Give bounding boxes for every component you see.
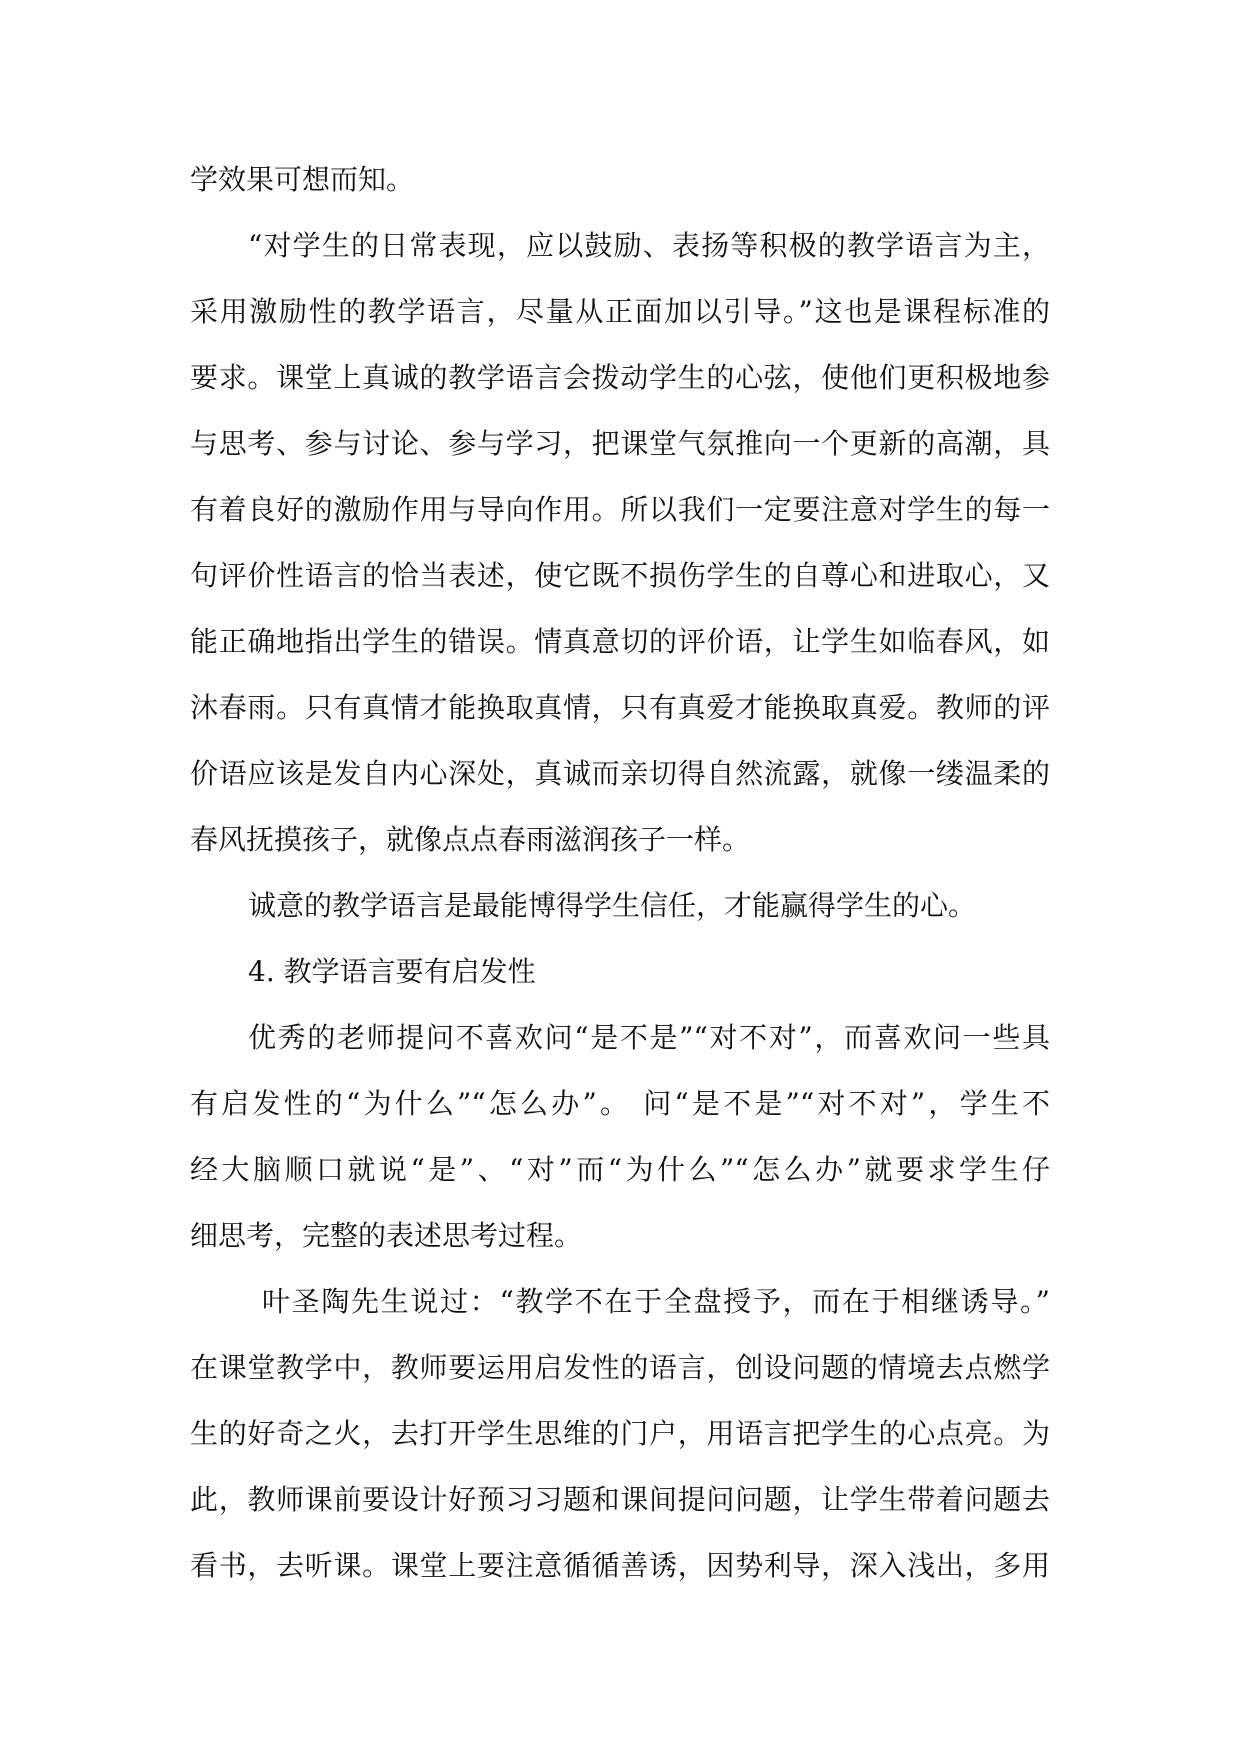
text-line: 细思考，完整的表述思考过程。	[190, 1219, 583, 1252]
text-line: 句评价性语言的恰当表述，使它既不损伤学生的自尊心和进取心，又	[190, 559, 1050, 592]
text-line: 价语应该是发自内心深处，真诚而亲切得自然流露，就像一缕温柔的	[190, 757, 1050, 790]
text-line: 沐春雨。只有真情才能换取真情，只有真爱才能换取真爱。教师的评	[190, 691, 1050, 724]
text-line: 要求。课堂上真诚的教学语言会拨动学生的心弦，使他们更积极地参	[190, 361, 1050, 394]
text-line: 春风抚摸孩子，就像点点春雨滋润孩子一样。	[190, 823, 751, 856]
text-line: 有启发性的“为什么”“怎么办”。 问“是不是”“对不对”，学生不	[190, 1087, 1050, 1120]
text-line: 优秀的老师提问不喜欢问“是不是”“对不对”，而喜欢问一些具	[248, 1021, 1050, 1054]
text-line: 看书，去听课。课堂上要注意循循善诱，因势利导，深入浅出，多用	[190, 1549, 1050, 1582]
text-line: 有着良好的激励作用与导向作用。所以我们一定要注意对学生的每一	[190, 493, 1050, 526]
text-line: 叶圣陶先生说过：“教学不在于全盘授予，而在于相继诱导。”	[262, 1285, 1050, 1318]
text-line: 能正确地指出学生的错误。情真意切的评价语，让学生如临春风，如	[190, 625, 1050, 658]
text-line: 学效果可想而知。	[190, 163, 415, 196]
text-line: 生的好奇之火，去打开学生思维的门户，用语言把学生的心点亮。为	[190, 1417, 1050, 1450]
text-line: 经大脑顺口就说“是”、“对”而“为什么”“怎么办”就要求学生仔	[190, 1153, 1050, 1186]
text-line: 此，教师课前要设计好预习习题和课间提问问题，让学生带着问题去	[190, 1483, 1050, 1516]
text-line: 采用激励性的教学语言，尽量从正面加以引导。”这也是课程标准的	[190, 295, 1050, 328]
text-line: “对学生的日常表现，应以鼓励、表扬等积极的教学语言为主，	[248, 229, 1050, 262]
text-line: 与思考、参与讨论、参与学习，把课堂气氛推向一个更新的高潮，具	[190, 427, 1050, 460]
text-line: 诚意的教学语言是最能博得学生信任，才能赢得学生的心。	[248, 889, 977, 922]
section-heading: 4. 教学语言要有启发性	[248, 955, 536, 988]
text-line: 在课堂教学中，教师要运用启发性的语言，创设问题的情境去点燃学	[190, 1351, 1050, 1384]
